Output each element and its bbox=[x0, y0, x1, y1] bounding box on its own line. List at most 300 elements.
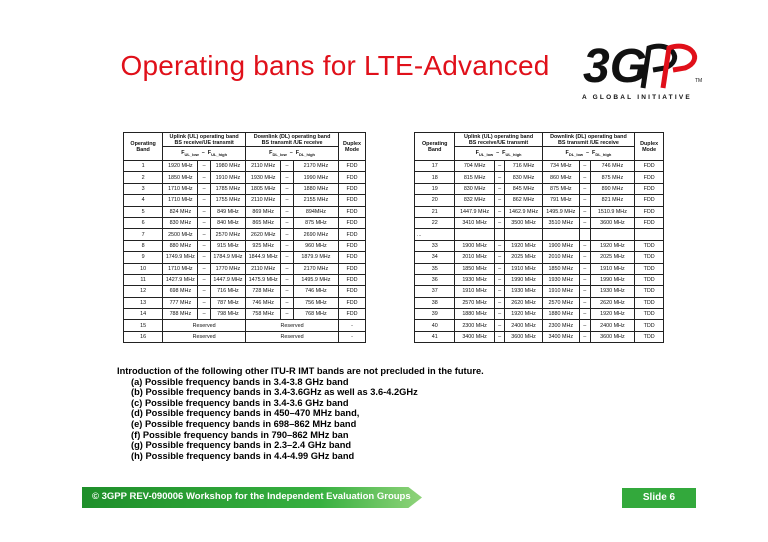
ul-low-cell: 830 MHz bbox=[163, 217, 198, 228]
ul-high-cell: 2620 MHz bbox=[505, 297, 542, 308]
mode-cell: FDD bbox=[339, 240, 366, 251]
dash-cell: – bbox=[198, 195, 210, 206]
ul-high-cell: 1755 MHz bbox=[210, 195, 245, 206]
intro-item: (g) Possible frequency bands in 2.3–2.4 GHz band bbox=[131, 440, 352, 451]
band-cell: 12 bbox=[124, 286, 163, 297]
dash-cell: – bbox=[494, 172, 505, 183]
dl-high-cell: 2690 MHz bbox=[293, 229, 338, 240]
band-cell: 6 bbox=[124, 217, 163, 228]
band-cell: 18 bbox=[415, 172, 455, 183]
ul-low-cell: 880 MHz bbox=[163, 240, 198, 251]
band-cell: 9 bbox=[124, 252, 163, 263]
dl-low-cell: 2570 MHz bbox=[542, 297, 579, 308]
band-cell: 38 bbox=[415, 297, 455, 308]
table-row bbox=[124, 331, 366, 342]
dl-low-cell: 2300 MHz bbox=[542, 320, 579, 331]
table-row bbox=[124, 195, 366, 206]
ul-low-cell: 1447.9 MHz bbox=[455, 206, 494, 217]
dl-high-cell: 2170 MHz bbox=[293, 161, 338, 172]
header-dl-sub: $F_{DL\_low} - F_{DL\_high}$ bbox=[542, 147, 635, 161]
ul-high-cell: 1784.9 MHz bbox=[210, 252, 245, 263]
dl-high-cell: 1990 MHz bbox=[293, 172, 338, 183]
dash-cell: – bbox=[579, 309, 590, 320]
dl-high-cell: 2400 MHz bbox=[590, 320, 635, 331]
dash-cell: – bbox=[494, 331, 505, 342]
dl-high-cell: 2170 MHz bbox=[293, 263, 338, 274]
band-cell: 2 bbox=[124, 172, 163, 183]
ellipsis-row bbox=[415, 229, 664, 240]
dl-high-cell: 1990 MHz bbox=[590, 274, 635, 285]
dash-cell: – bbox=[281, 240, 293, 251]
dash-cell: – bbox=[281, 172, 293, 183]
ul-high-cell: 1910 MHz bbox=[505, 263, 542, 274]
ul-high-cell: 2025 MHz bbox=[505, 252, 542, 263]
ul-low-cell: 1850 MHz bbox=[455, 263, 494, 274]
dash-cell: – bbox=[494, 206, 505, 217]
dl-high-cell: 1879.9 MHz bbox=[293, 252, 338, 263]
dl-low-cell: 2010 MHz bbox=[542, 252, 579, 263]
dl-high-cell: 768 MHz bbox=[293, 309, 338, 320]
dash-cell: – bbox=[281, 195, 293, 206]
dl-low-cell: 869 MHz bbox=[246, 206, 281, 217]
table-row bbox=[124, 252, 366, 263]
mode-cell: FDD bbox=[339, 263, 366, 274]
ul-reserved-cell: Reserved bbox=[163, 320, 246, 331]
dash-cell: – bbox=[198, 309, 210, 320]
dash-cell: – bbox=[281, 252, 293, 263]
dash-cell: – bbox=[494, 161, 505, 172]
dash-cell: – bbox=[579, 263, 590, 274]
table-row bbox=[415, 217, 664, 228]
footer-text: © 3GPP REV-090006 Workshop for the Independent Evaluation Groups bbox=[92, 491, 411, 502]
mode-cell: FDD bbox=[339, 252, 366, 263]
band-cell: 37 bbox=[415, 286, 455, 297]
dl-high-cell: 1910 MHz bbox=[590, 263, 635, 274]
dash-cell: – bbox=[198, 183, 210, 194]
dash-cell: – bbox=[198, 172, 210, 183]
table-row bbox=[415, 195, 664, 206]
dl-low-cell: 875 MHz bbox=[542, 183, 579, 194]
table-row bbox=[124, 297, 366, 308]
empty-cell bbox=[542, 229, 579, 240]
ul-low-cell: 777 MHz bbox=[163, 297, 198, 308]
table-row bbox=[415, 161, 664, 172]
dash-cell: – bbox=[579, 252, 590, 263]
dash-cell: – bbox=[579, 183, 590, 194]
dl-low-cell: 3510 MHz bbox=[542, 217, 579, 228]
ul-low-cell: 2300 MHz bbox=[455, 320, 494, 331]
dash-cell: – bbox=[281, 297, 293, 308]
mode-cell: TDD bbox=[635, 286, 664, 297]
table-row bbox=[124, 229, 366, 240]
ul-high-cell: 3600 MHz bbox=[505, 331, 542, 342]
header-duplex: Duplex Mode bbox=[635, 133, 664, 161]
dl-low-cell: 1475.9 MHz bbox=[246, 274, 281, 285]
dl-low-cell: 1805 MHz bbox=[246, 183, 281, 194]
ul-high-cell: 849 MHz bbox=[210, 206, 245, 217]
ul-low-cell: 1427.9 MHz bbox=[163, 274, 198, 285]
dash-cell: – bbox=[579, 286, 590, 297]
dl-low-cell: 1844.9 MHz bbox=[246, 252, 281, 263]
header-duplex: Duplex Mode bbox=[339, 133, 366, 161]
intro-item: (a) Possible frequency bands in 3.4-3.8 GHz band bbox=[131, 376, 349, 387]
mode-cell: FDD bbox=[339, 286, 366, 297]
dash-cell: – bbox=[198, 161, 210, 172]
ul-high-cell: 3500 MHz bbox=[505, 217, 542, 228]
table-row bbox=[124, 263, 366, 274]
dash-cell: – bbox=[579, 274, 590, 285]
ul-high-cell: 798 MHz bbox=[210, 309, 245, 320]
ul-reserved-cell: Reserved bbox=[163, 331, 246, 342]
intro-item: (d) Possible frequency bands in 450–470 MHz band, bbox=[131, 408, 360, 419]
mode-cell: FDD bbox=[339, 161, 366, 172]
dl-low-cell: 2620 MHz bbox=[246, 229, 281, 240]
ul-high-cell: 1920 MHz bbox=[505, 309, 542, 320]
header-ul-sub: $F_{UL\_low} - F_{UL\_high}$ bbox=[163, 147, 246, 161]
band-cell: 19 bbox=[415, 183, 455, 194]
logo-tm: TM bbox=[695, 78, 703, 84]
ul-high-cell: 2400 MHz bbox=[505, 320, 542, 331]
mode-cell: TDD bbox=[635, 252, 664, 263]
dash-cell: – bbox=[494, 195, 505, 206]
mode-cell: FDD bbox=[339, 274, 366, 285]
ul-high-cell: 1462.9 MHz bbox=[505, 206, 542, 217]
band-cell: 3 bbox=[124, 183, 163, 194]
dl-low-cell: 1930 MHz bbox=[246, 172, 281, 183]
dl-low-cell: 1850 MHz bbox=[542, 263, 579, 274]
dl-low-cell: 734 MHz bbox=[542, 161, 579, 172]
ul-low-cell: 1850 MHz bbox=[163, 172, 198, 183]
mode-cell: TDD bbox=[635, 240, 664, 251]
ul-low-cell: 788 MHz bbox=[163, 309, 198, 320]
ul-low-cell: 1920 MHz bbox=[163, 161, 198, 172]
dl-high-cell: 821 MHz bbox=[590, 195, 635, 206]
ul-low-cell: 830 MHz bbox=[455, 183, 494, 194]
empty-cell bbox=[635, 229, 664, 240]
table-row bbox=[124, 320, 366, 331]
mode-cell: FDD bbox=[635, 172, 664, 183]
logo-mark-3g: 3G bbox=[583, 40, 648, 93]
ul-high-cell: 1910 MHz bbox=[210, 172, 245, 183]
ul-high-cell: 1990 MHz bbox=[505, 274, 542, 285]
ul-high-cell: 1785 MHz bbox=[210, 183, 245, 194]
dl-high-cell: 875 MHz bbox=[590, 172, 635, 183]
dl-low-cell: 1880 MHz bbox=[542, 309, 579, 320]
band-cell: 16 bbox=[124, 331, 163, 342]
intro-item: (h) Possible frequency bands in 4.4-4.99 GHz band bbox=[131, 450, 355, 461]
table-row bbox=[124, 172, 366, 183]
dash-cell: – bbox=[281, 286, 293, 297]
table-row bbox=[124, 240, 366, 251]
dash-cell: – bbox=[494, 263, 505, 274]
empty-cell bbox=[455, 229, 494, 240]
band-cell: 8 bbox=[124, 240, 163, 251]
dash-cell: – bbox=[198, 229, 210, 240]
intro-item: (c) Possible frequency bands in 3.4-3.6 GHz band bbox=[131, 397, 349, 408]
mode-cell: FDD bbox=[635, 206, 664, 217]
dl-reserved-cell: Reserved bbox=[246, 320, 339, 331]
ul-low-cell: 1749.9 MHz bbox=[163, 252, 198, 263]
ul-low-cell: 815 MHz bbox=[455, 172, 494, 183]
table-row bbox=[124, 206, 366, 217]
right-band-table bbox=[414, 132, 664, 343]
dl-high-cell: 756 MHz bbox=[293, 297, 338, 308]
band-cell: 41 bbox=[415, 331, 455, 342]
ul-low-cell: 3400 MHz bbox=[455, 331, 494, 342]
dash-cell: – bbox=[198, 252, 210, 263]
dash-cell: – bbox=[281, 183, 293, 194]
header-dl-sub: $F_{DL\_low} - F_{DL\_high}$ bbox=[246, 147, 339, 161]
mode-cell: FDD bbox=[339, 309, 366, 320]
dash-cell: – bbox=[494, 320, 505, 331]
mode-cell: FDD bbox=[635, 161, 664, 172]
mode-cell: FDD bbox=[339, 195, 366, 206]
ul-low-cell: 2570 MHz bbox=[455, 297, 494, 308]
mode-cell: TDD bbox=[635, 331, 664, 342]
dash-cell: – bbox=[281, 206, 293, 217]
mode-cell: FDD bbox=[339, 183, 366, 194]
dl-high-cell: 3600 MHz bbox=[590, 331, 635, 342]
ul-low-cell: 2500 MHz bbox=[163, 229, 198, 240]
ul-low-cell: 1710 MHz bbox=[163, 195, 198, 206]
dash-cell: – bbox=[281, 309, 293, 320]
table-row bbox=[415, 206, 664, 217]
band-cell: 1 bbox=[124, 161, 163, 172]
ul-low-cell: 1710 MHz bbox=[163, 263, 198, 274]
dash-cell: – bbox=[198, 274, 210, 285]
dash-cell: – bbox=[494, 274, 505, 285]
dl-low-cell: 3400 MHz bbox=[542, 331, 579, 342]
dl-low-cell: 1930 MHz bbox=[542, 274, 579, 285]
mode-cell: TDD bbox=[635, 309, 664, 320]
ul-low-cell: 1930 MHz bbox=[455, 274, 494, 285]
ul-low-cell: 832 MHz bbox=[455, 195, 494, 206]
band-cell: 22 bbox=[415, 217, 455, 228]
mode-cell: TDD bbox=[635, 263, 664, 274]
ul-low-cell: 2010 MHz bbox=[455, 252, 494, 263]
band-cell: 36 bbox=[415, 274, 455, 285]
dl-low-cell: 2110 MHz bbox=[246, 195, 281, 206]
header-ul: Uplink (UL) operating band BS receive/UE transmit bbox=[455, 133, 542, 147]
empty-cell bbox=[590, 229, 635, 240]
band-cell: 34 bbox=[415, 252, 455, 263]
dl-high-cell: 2620 MHz bbox=[590, 297, 635, 308]
band-cell: 40 bbox=[415, 320, 455, 331]
dl-high-cell: 746 MHz bbox=[293, 286, 338, 297]
mode-cell: - bbox=[339, 331, 366, 342]
ul-high-cell: 840 MHz bbox=[210, 217, 245, 228]
table-row bbox=[415, 309, 664, 320]
table-row bbox=[415, 331, 664, 342]
band-cell: 5 bbox=[124, 206, 163, 217]
ul-high-cell: 716 MHz bbox=[210, 286, 245, 297]
header-ul-sub: $F_{UL\_low} - F_{UL\_high}$ bbox=[455, 147, 542, 161]
dash-cell: – bbox=[494, 309, 505, 320]
dash-cell: – bbox=[579, 161, 590, 172]
band-cell: 14 bbox=[124, 309, 163, 320]
dl-high-cell: 1930 MHz bbox=[590, 286, 635, 297]
dash-cell: – bbox=[198, 297, 210, 308]
dash-cell: – bbox=[198, 286, 210, 297]
table-row bbox=[415, 286, 664, 297]
dl-reserved-cell: Reserved bbox=[246, 331, 339, 342]
band-cell: 7 bbox=[124, 229, 163, 240]
dash-cell: – bbox=[281, 217, 293, 228]
dl-low-cell: 728 MHz bbox=[246, 286, 281, 297]
dash-cell: – bbox=[494, 297, 505, 308]
ul-low-cell: 704 MHz bbox=[455, 161, 494, 172]
dash-cell: – bbox=[579, 172, 590, 183]
dl-high-cell: 1920 MHz bbox=[590, 240, 635, 251]
dl-high-cell: 2155 MHz bbox=[293, 195, 338, 206]
dl-high-cell: 1880 MHz bbox=[293, 183, 338, 194]
dl-high-cell: 2025 MHz bbox=[590, 252, 635, 263]
mode-cell: FDD bbox=[635, 183, 664, 194]
table-row bbox=[415, 297, 664, 308]
dl-low-cell: 1900 MHz bbox=[542, 240, 579, 251]
band-cell: 4 bbox=[124, 195, 163, 206]
intro-item: (e) Possible frequency bands in 698–862 MHz band bbox=[131, 418, 357, 429]
ul-high-cell: 1770 MHz bbox=[210, 263, 245, 274]
table-row bbox=[415, 240, 664, 251]
ul-low-cell: 824 MHz bbox=[163, 206, 198, 217]
table-row bbox=[415, 320, 664, 331]
table-row bbox=[124, 161, 366, 172]
table-row bbox=[124, 183, 366, 194]
dl-low-cell: 746 MHz bbox=[246, 297, 281, 308]
mode-cell: FDD bbox=[339, 206, 366, 217]
dash-cell: – bbox=[494, 240, 505, 251]
empty-cell bbox=[494, 229, 505, 240]
header-band: Operating Band bbox=[124, 133, 163, 161]
dash-cell: – bbox=[579, 320, 590, 331]
table-row bbox=[415, 274, 664, 285]
header-ul: Uplink (UL) operating band BS receive/UE transmit bbox=[163, 133, 246, 147]
table-row bbox=[124, 309, 366, 320]
ul-low-cell: 1880 MHz bbox=[455, 309, 494, 320]
band-cell: 11 bbox=[124, 274, 163, 285]
ul-high-cell: 1930 MHz bbox=[505, 286, 542, 297]
header-band: Operating Band bbox=[415, 133, 455, 161]
mode-cell: FDD bbox=[339, 229, 366, 240]
band-cell: 39 bbox=[415, 309, 455, 320]
dash-cell: – bbox=[281, 229, 293, 240]
empty-cell bbox=[505, 229, 542, 240]
intro-item: (f) Possible frequency bands in 790–862 MHz ban bbox=[131, 429, 349, 440]
dash-cell: – bbox=[494, 252, 505, 263]
band-cell: 21 bbox=[415, 206, 455, 217]
ul-low-cell: 698 MHz bbox=[163, 286, 198, 297]
dl-high-cell: 890 MHz bbox=[590, 183, 635, 194]
ul-high-cell: 1980 MHz bbox=[210, 161, 245, 172]
mode-cell: TDD bbox=[635, 320, 664, 331]
dl-high-cell: 1920 MHz bbox=[590, 309, 635, 320]
mode-cell: FDD bbox=[339, 172, 366, 183]
ul-high-cell: 1920 MHz bbox=[505, 240, 542, 251]
mode-cell: TDD bbox=[635, 297, 664, 308]
band-cell: 15 bbox=[124, 320, 163, 331]
ul-high-cell: 1447.9 MHz bbox=[210, 274, 245, 285]
dash-cell: – bbox=[579, 195, 590, 206]
table-row bbox=[124, 217, 366, 228]
ul-high-cell: 716 MHz bbox=[505, 161, 542, 172]
mode-cell: FDD bbox=[635, 217, 664, 228]
dl-low-cell: 758 MHz bbox=[246, 309, 281, 320]
ul-high-cell: 862 MHz bbox=[505, 195, 542, 206]
table-row bbox=[124, 286, 366, 297]
band-cell: 13 bbox=[124, 297, 163, 308]
dl-high-cell: 746 MHz bbox=[590, 161, 635, 172]
ul-high-cell: 915 MHz bbox=[210, 240, 245, 251]
dl-low-cell: 791 MHz bbox=[542, 195, 579, 206]
ul-high-cell: 830 MHz bbox=[505, 172, 542, 183]
band-cell: 20 bbox=[415, 195, 455, 206]
dash-cell: – bbox=[579, 297, 590, 308]
table-row bbox=[415, 252, 664, 263]
dash-cell: – bbox=[494, 286, 505, 297]
table-row bbox=[415, 183, 664, 194]
ellipsis-cell: ... bbox=[415, 229, 455, 240]
dl-low-cell: 1495.9 MHz bbox=[542, 206, 579, 217]
band-cell: 35 bbox=[415, 263, 455, 274]
dl-high-cell: 894MHz bbox=[293, 206, 338, 217]
band-cell: 17 bbox=[415, 161, 455, 172]
intro-heading: Introduction of the following other ITU-R IMT bands are not precluded in the future. bbox=[117, 366, 484, 376]
dl-low-cell: 925 MHz bbox=[246, 240, 281, 251]
dash-cell: – bbox=[579, 240, 590, 251]
dash-cell: – bbox=[494, 217, 505, 228]
ul-high-cell: 845 MHz bbox=[505, 183, 542, 194]
slide-title: Operating bans for LTE-Advanced bbox=[120, 50, 550, 81]
dash-cell: – bbox=[579, 206, 590, 217]
dl-low-cell: 865 MHz bbox=[246, 217, 281, 228]
table-row bbox=[415, 263, 664, 274]
mode-cell: FDD bbox=[339, 217, 366, 228]
header-dl: Downlink (DL) operating band BS transmit /UE receive bbox=[246, 133, 339, 147]
dash-cell: – bbox=[281, 263, 293, 274]
dash-cell: – bbox=[579, 331, 590, 342]
dl-high-cell: 1495.9 MHz bbox=[293, 274, 338, 285]
dl-high-cell: 1510.9 MHz bbox=[590, 206, 635, 217]
dl-high-cell: 960 MHz bbox=[293, 240, 338, 251]
ul-high-cell: 2570 MHz bbox=[210, 229, 245, 240]
logo-tagline: A GLOBAL INITIATIVE bbox=[582, 94, 692, 101]
dash-cell: – bbox=[281, 161, 293, 172]
mode-cell: TDD bbox=[635, 274, 664, 285]
slide-number: Slide 6 bbox=[622, 488, 696, 508]
header-dl: Downlink (DL) operating band BS transmit /UE receive bbox=[542, 133, 635, 147]
mode-cell: FDD bbox=[339, 297, 366, 308]
dash-cell: – bbox=[198, 217, 210, 228]
band-cell: 33 bbox=[415, 240, 455, 251]
ul-low-cell: 1910 MHz bbox=[455, 286, 494, 297]
left-band-table bbox=[123, 132, 366, 343]
intro-block bbox=[117, 366, 717, 461]
table-row bbox=[415, 172, 664, 183]
band-cell: 10 bbox=[124, 263, 163, 274]
dl-low-cell: 860 MHz bbox=[542, 172, 579, 183]
intro-item: (b) Possible frequency bands in 3.4-3.6GHz as well as 3.6-4.2GHz bbox=[131, 387, 418, 398]
table-row bbox=[124, 274, 366, 285]
dl-high-cell: 875 MHz bbox=[293, 217, 338, 228]
dl-high-cell: 3600 MHz bbox=[590, 217, 635, 228]
ul-low-cell: 1710 MHz bbox=[163, 183, 198, 194]
dash-cell: – bbox=[579, 217, 590, 228]
mode-cell: - bbox=[339, 320, 366, 331]
dash-cell: – bbox=[198, 263, 210, 274]
dash-cell: – bbox=[198, 206, 210, 217]
dash-cell: – bbox=[281, 274, 293, 285]
